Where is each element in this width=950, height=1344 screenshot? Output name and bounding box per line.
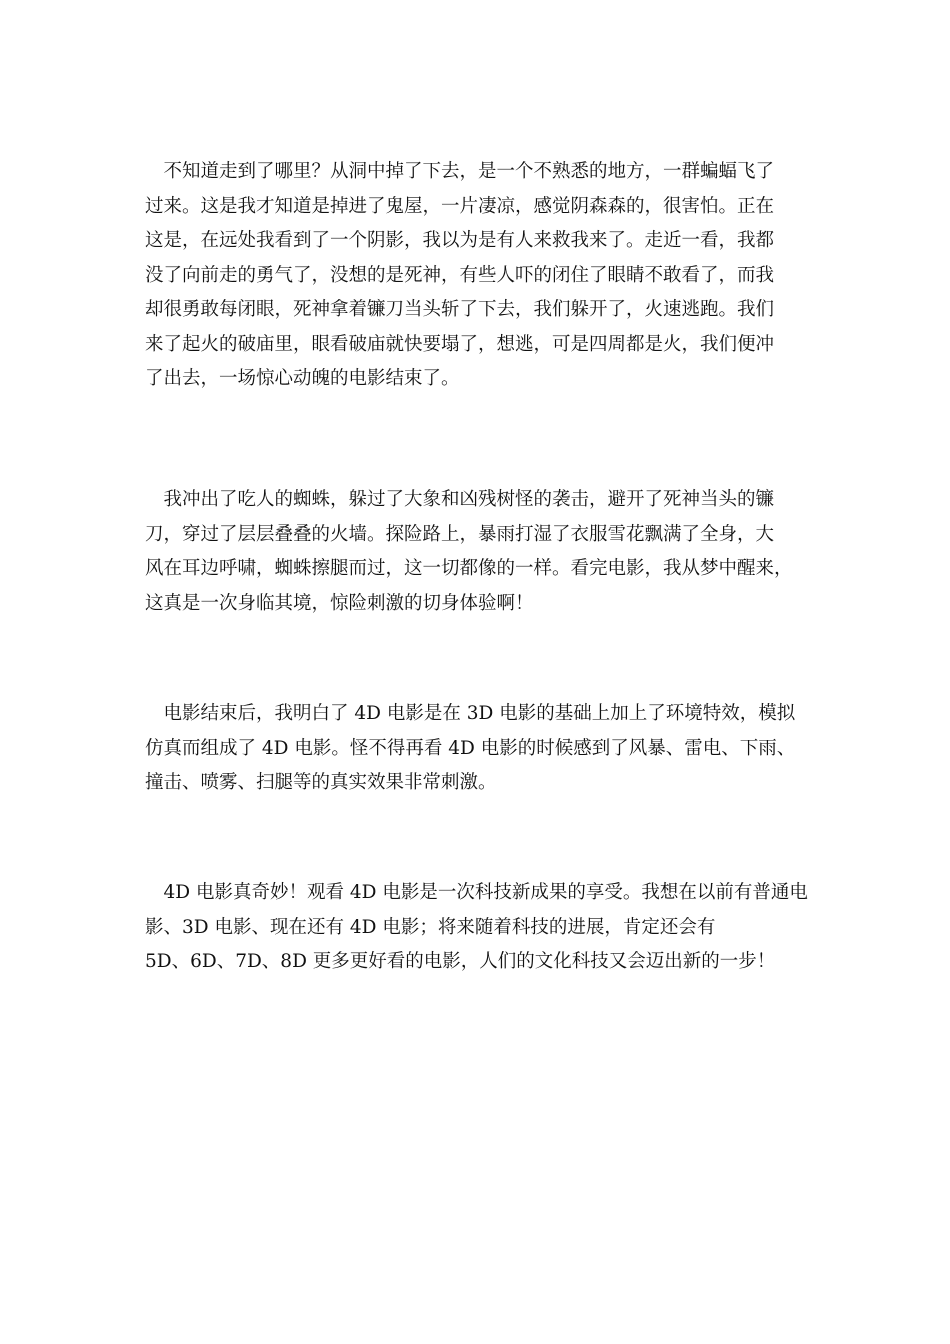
text-line: 不知道走到了哪里？从洞中掉了下去，是一个不熟悉的地方，一群蝙蝠飞了 <box>145 161 775 182</box>
text-line: 撞击、喷雾、扫腿等的真实效果非常刺激。 <box>145 772 497 793</box>
text-line: 了出去，一场惊心动魄的电影结束了。 <box>145 368 460 389</box>
paragraph-adventure <box>145 483 815 621</box>
paragraph-conclusion <box>145 876 815 980</box>
text-line: 刀，穿过了层层叠叠的火墙。探险路上，暴雨打湿了衣服雪花飘满了全身，大 <box>145 523 775 545</box>
text-line: 我冲出了吃人的蜘蛛，躲过了大象和凶残树怪的袭击，避开了死神当头的镰 <box>145 489 775 510</box>
text-line: 没了向前走的勇气了，没想的是死神，有些人吓的闭住了眼睛不敢看了，而我 <box>145 264 775 286</box>
text-line: 5D、6D、7D、8D 更多更好看的电影，人们的文化科技又会迈出新的一步！ <box>145 951 776 972</box>
text-line: 影、3D 电影、现在还有 4D 电影；将来随着科技的进展，肯定还会有 <box>145 916 716 938</box>
text-line: 这真是一次身临其境，惊险刺激的切身体验啊！ <box>145 592 534 614</box>
text-line: 过来。这是我才知道是掉进了鬼屋，一片凄凉，感觉阴森森的，很害怕。正在 <box>145 195 775 217</box>
paragraph-ghost-house <box>145 155 815 397</box>
text-line: 4D 电影真奇妙！观看 4D 电影是一次科技新成果的享受。我想在以前有普通电 <box>145 882 808 903</box>
text-line: 仿真而组成了 4D 电影。怪不得再看 4D 电影的时候感到了风暴、雷电、下雨、 <box>145 737 796 759</box>
paragraph-4d-explanation <box>145 697 815 801</box>
text-line: 风在耳边呼啸，蜘蛛擦腿而过，这一切都像的一样。看完电影，我从梦中醒来， <box>145 558 793 579</box>
text-line: 这是，在远处我看到了一个阴影，我以为是有人来救我来了。走近一看，我都 <box>145 230 775 251</box>
text-line: 来了起火的破庙里，眼看破庙就快要塌了，想逃，可是四周都是火，我们便冲 <box>145 333 775 355</box>
text-line: 电影结束后，我明白了 4D 电影是在 3D 电影的基础上加上了环境特效，模拟 <box>145 703 796 724</box>
text-line: 却很勇敢每闭眼，死神拿着镰刀当头斩了下去，我们躲开了，火速逃跑。我们 <box>145 299 775 320</box>
